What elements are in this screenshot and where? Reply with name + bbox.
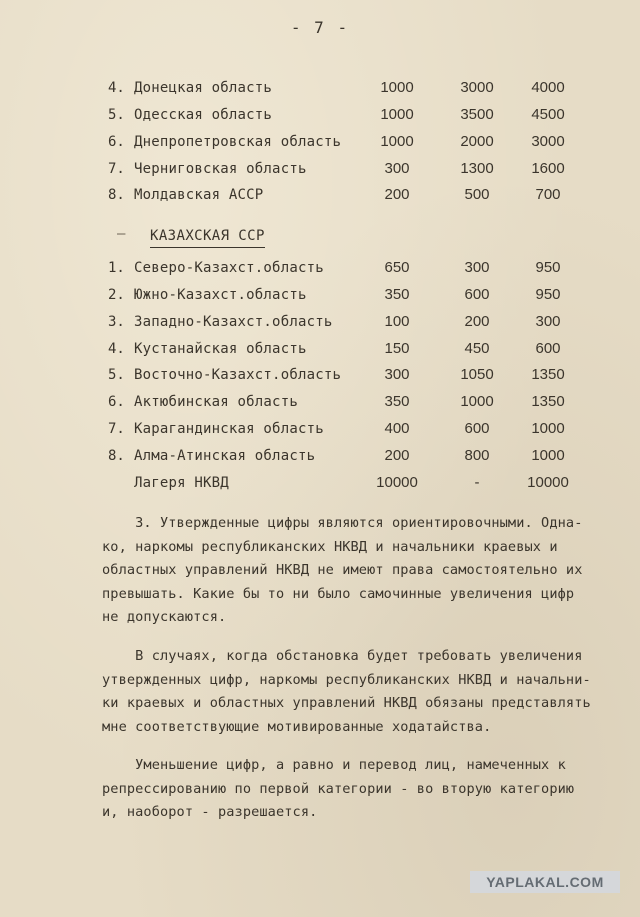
region-name: Западно-Казахст.область [134, 314, 333, 330]
total-value: 1600 [531, 160, 565, 177]
margin-dash-mark: – [117, 226, 126, 242]
text-line: Уменьшение цифр, а равно и перевод лиц, намеченных к [102, 757, 566, 773]
text-line: мне соответствующие мотивированные ходатайства. [102, 718, 492, 735]
cat1-value: 350 [384, 393, 410, 410]
row-number: 5. [108, 367, 125, 383]
row-number: 4. [108, 80, 125, 96]
site-watermark: YAPLAKAL.COM [470, 871, 620, 893]
total-value: 4500 [531, 106, 565, 123]
text-line: утвержденных цифр, наркомы республиканских НКВД и начальни- [102, 671, 591, 688]
cat2-value: 800 [464, 447, 490, 464]
row-number: 6. [108, 394, 125, 410]
row-number: 7. [108, 161, 125, 177]
cat2-value: 600 [464, 286, 490, 303]
total-value: 600 [535, 340, 561, 357]
region-name: Актюбинская область [134, 394, 298, 410]
cat2-value: 500 [464, 186, 490, 203]
cat1-value: 10000 [376, 474, 418, 491]
region-name: Донецкая область [134, 80, 273, 96]
region-name: Северо-Казахст.область [134, 260, 324, 276]
cat2-value: 300 [464, 259, 490, 276]
cat1-value: 400 [384, 420, 410, 437]
table-row [0, 257, 640, 279]
text-line: ки краевых и областных управлений НКВД обязаны представлять [102, 695, 591, 712]
region-name: Восточно-Казахст.область [134, 367, 342, 383]
cat2-value: - [474, 474, 480, 491]
cat1-value: 100 [384, 313, 410, 330]
total-value: 1350 [531, 366, 565, 383]
cat1-value: 1000 [380, 79, 414, 96]
cat1-value: 300 [384, 366, 410, 383]
row-number: 7. [108, 421, 125, 437]
cat1-value: 300 [384, 160, 410, 177]
section-heading: КАЗАХСКАЯ ССР [150, 226, 265, 248]
cat2-value: 1050 [460, 366, 494, 383]
cat2-value: 200 [464, 313, 490, 330]
cat1-value: 650 [384, 259, 410, 276]
region-name: Кустанайская область [134, 341, 307, 357]
cat1-value: 150 [384, 340, 410, 357]
table-row [0, 364, 640, 386]
row-number: 4. [108, 341, 125, 357]
region-name: Одесская область [134, 107, 273, 123]
text-line: репрессированию по первой категории - во вторую категорию [102, 780, 575, 797]
text-line: не допускаются. [102, 609, 227, 626]
table-row [0, 104, 640, 126]
table-row [0, 445, 640, 467]
region-name: Черниговская область [134, 161, 307, 177]
paragraph [102, 512, 626, 630]
total-value: 3000 [531, 133, 565, 150]
cat2-value: 450 [464, 340, 490, 357]
row-number: 8. [108, 448, 125, 464]
cat2-value: 2000 [460, 133, 494, 150]
paragraph [102, 754, 626, 825]
total-value: 4000 [531, 79, 565, 96]
total-value: 700 [535, 186, 561, 203]
row-number: 5. [108, 107, 125, 123]
total-value: 950 [535, 286, 561, 303]
row-number: 8. [108, 187, 125, 203]
table-row [0, 418, 640, 440]
region-name: Карагандинская область [134, 421, 324, 437]
total-value: 10000 [527, 474, 569, 491]
table-row [0, 158, 640, 180]
cat2-value: 600 [464, 420, 490, 437]
text-line: превышать. Какие бы то ни было самочинные увеличения цифр [102, 585, 575, 602]
region-name: Алма-Атинская область [134, 448, 316, 464]
table-row [0, 311, 640, 333]
text-line: и, наоборот - разрешается. [102, 804, 318, 821]
table-row [0, 77, 640, 99]
table-row [0, 131, 640, 153]
region-name: Молдавская АССР [134, 187, 264, 203]
row-number: 2. [108, 287, 125, 303]
table-row [0, 391, 640, 413]
text-line: областных управлений НКВД не имеют права самостоятельно их [102, 562, 583, 579]
table-row [0, 184, 640, 206]
table-row [0, 284, 640, 306]
total-value: 1000 [531, 447, 565, 464]
table-row [0, 338, 640, 360]
text-line: 3. Утвержденные цифры являются ориентировочными. Одна- [102, 515, 583, 531]
row-number: 6. [108, 134, 125, 150]
total-value: 300 [535, 313, 561, 330]
total-value: 950 [535, 259, 561, 276]
cat2-value: 3000 [460, 79, 494, 96]
table-row [0, 472, 640, 494]
region-name: Южно-Казахст.область [134, 287, 307, 303]
cat2-value: 1000 [460, 393, 494, 410]
cat1-value: 1000 [380, 133, 414, 150]
cat1-value: 200 [384, 186, 410, 203]
text-line: ко, наркомы республиканских НКВД и начальники краевых и [102, 538, 558, 555]
cat2-value: 3500 [460, 106, 494, 123]
paragraph [102, 645, 626, 739]
cat1-value: 350 [384, 286, 410, 303]
cat2-value: 1300 [460, 160, 494, 177]
row-number: 1. [108, 260, 125, 276]
total-value: 1350 [531, 393, 565, 410]
region-name: Днепропетровская область [134, 134, 342, 150]
cat1-value: 1000 [380, 106, 414, 123]
text-line: В случаях, когда обстановка будет требовать увеличения [102, 648, 583, 664]
page-number: - 7 - [290, 18, 350, 37]
total-value: 1000 [531, 420, 565, 437]
region-name: Лагеря НКВД [134, 475, 229, 491]
cat1-value: 200 [384, 447, 410, 464]
row-number: 3. [108, 314, 125, 330]
